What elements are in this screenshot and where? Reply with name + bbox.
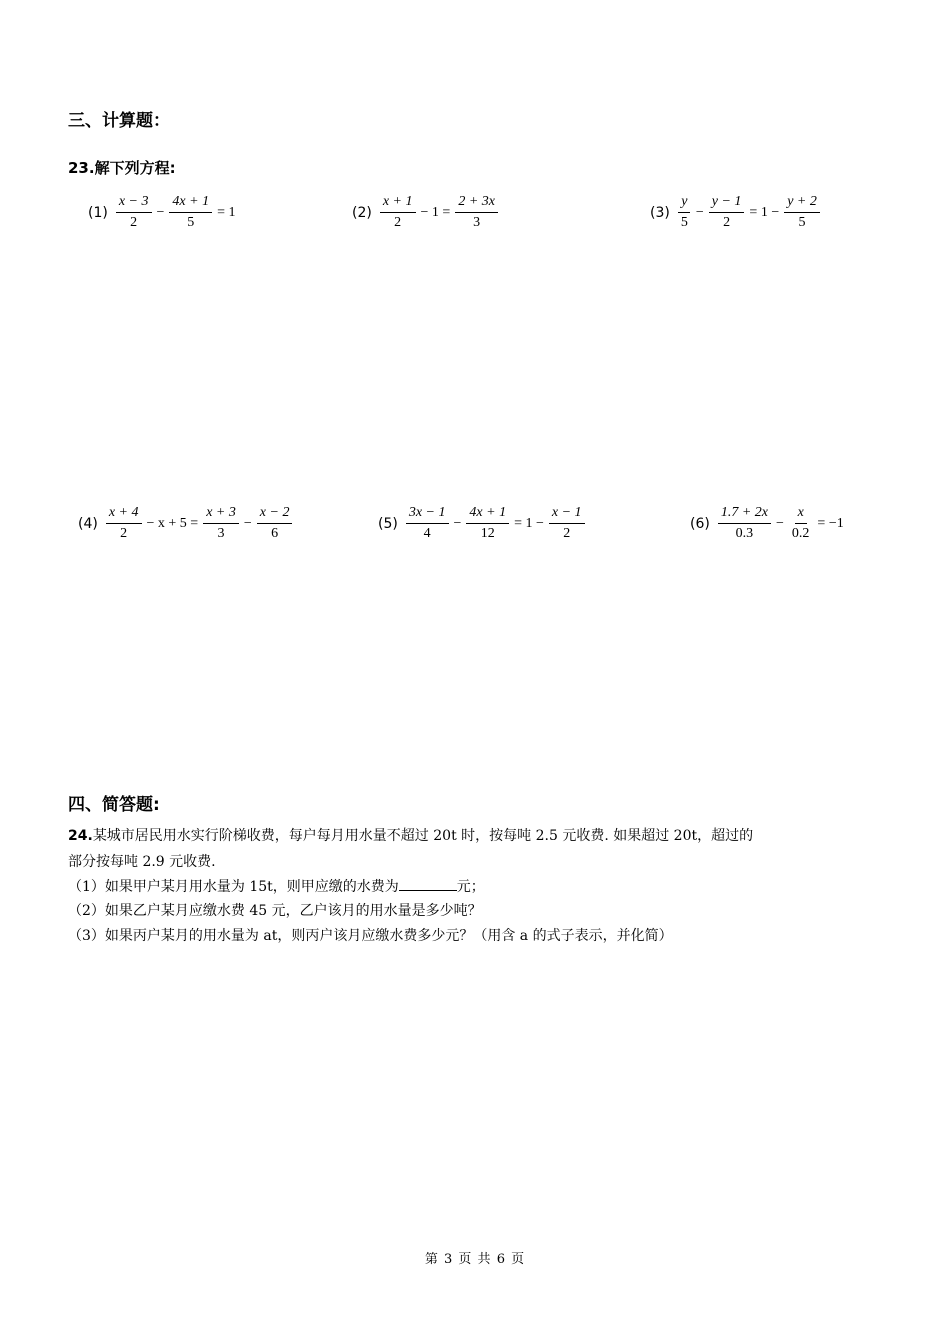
fraction-denominator: 0.3 — [735, 526, 754, 541]
equation-operator: − — [156, 204, 165, 220]
fraction-denominator: 12 — [480, 526, 495, 541]
equation-operator: = 1 — [217, 204, 236, 220]
fraction-denominator: 3 — [473, 215, 481, 230]
equation-number: (2) — [352, 204, 372, 221]
fraction — [466, 505, 509, 542]
equation-6 — [690, 505, 847, 542]
equation-4 — [78, 505, 294, 542]
equation-1 — [88, 194, 239, 231]
fraction — [203, 505, 239, 542]
equation-2 — [352, 194, 500, 231]
fraction-numerator: y − 1 — [709, 194, 745, 213]
fraction-numerator: 4x + 1 — [466, 505, 509, 524]
equation-number: (1) — [88, 204, 108, 221]
fraction — [257, 505, 293, 542]
fraction-numerator: x − 3 — [116, 194, 152, 213]
fraction — [718, 505, 771, 542]
question-24-part-2: （2）如果乙户某月应缴水费 45 元，乙户该月的用水量是多少吨？ — [68, 903, 482, 919]
equation-operator: − — [695, 204, 704, 220]
fraction-denominator: 2 — [130, 215, 138, 230]
fraction-numerator: x + 3 — [203, 505, 239, 524]
fraction — [784, 194, 820, 231]
page-footer: 第 3 页 共 6 页 — [424, 1252, 526, 1267]
equation-operator: = 1 − — [514, 515, 544, 531]
equation-operator: − 1 = — [420, 204, 451, 220]
fraction-denominator: 2 — [120, 526, 128, 541]
fraction — [406, 505, 449, 542]
answer-blank — [399, 876, 457, 891]
fraction-numerator: 4x + 1 — [169, 194, 212, 213]
fraction-denominator: 2 — [394, 215, 402, 230]
fraction — [116, 194, 152, 231]
fraction-denominator: 2 — [723, 215, 731, 230]
equation-3 — [650, 194, 822, 231]
equation-operator: − — [453, 515, 462, 531]
question-24-stem-line-2: 部分按每吨 2.9 元收费. — [68, 854, 216, 870]
section-3-heading: 三、计算题： — [68, 111, 170, 131]
question-24-part-1 — [68, 875, 485, 900]
fraction-numerator: 1.7 + 2x — [718, 505, 771, 524]
fraction-denominator: 6 — [271, 526, 279, 541]
fraction-denominator: 4 — [423, 526, 431, 541]
equation-operator: − — [243, 515, 252, 531]
equation-number: (6) — [690, 515, 710, 532]
fraction-numerator: 2 + 3x — [455, 194, 498, 213]
fraction-denominator: 5 — [798, 215, 806, 230]
fraction — [709, 194, 745, 231]
fraction-denominator: 5 — [187, 215, 195, 230]
section-4-heading: 四、简答题: — [68, 795, 160, 815]
part-1-unit: 元； — [456, 879, 485, 895]
fraction — [678, 194, 691, 231]
fraction-numerator: x — [795, 505, 807, 524]
fraction — [455, 194, 498, 231]
fraction-numerator: y — [678, 194, 690, 213]
question-24-stem-line-1 — [68, 824, 753, 849]
fraction-numerator: x − 1 — [549, 505, 585, 524]
question-24-stem-text: 某城市居民用水实行阶梯收费，每户每月用水量不超过 20t 时，按每吨 2.5 元收费. 如果超过 20t，超过的 — [92, 828, 754, 844]
fraction — [549, 505, 585, 542]
fraction-denominator: 2 — [563, 526, 571, 541]
equation-number: (3) — [650, 204, 670, 221]
equation-number: (4) — [78, 515, 98, 532]
equation-number: (5) — [378, 515, 398, 532]
fraction — [106, 505, 142, 542]
equation-5 — [378, 505, 587, 542]
fraction — [380, 194, 416, 231]
equation-operator: − x + 5 = — [146, 515, 199, 531]
fraction-numerator: x − 2 — [257, 505, 293, 524]
fraction-denominator: 3 — [217, 526, 225, 541]
fraction-denominator: 5 — [680, 215, 688, 230]
fraction-numerator: y + 2 — [784, 194, 820, 213]
fraction-numerator: x + 1 — [380, 194, 416, 213]
fraction-denominator: 0.2 — [791, 526, 810, 541]
equation-operator: = 1 − — [749, 204, 780, 220]
question-24-part-3: （3）如果丙户某月的用水量为 at，则丙户该月应缴水费多少元？（用含 a 的式子表示，并化简） — [68, 928, 673, 944]
fraction — [789, 505, 813, 542]
question-24-number: 24. — [68, 828, 93, 844]
equation-operator: = −1 — [817, 515, 844, 531]
fraction-numerator: 3x − 1 — [406, 505, 449, 524]
fraction — [169, 194, 212, 231]
fraction-numerator: x + 4 — [106, 505, 142, 524]
part-1-text: （1）如果甲户某月用水量为 15t，则甲应缴的水费为 — [68, 879, 399, 895]
question-23-title: 23.解下列方程: — [68, 159, 176, 177]
equation-operator: − — [776, 515, 784, 531]
